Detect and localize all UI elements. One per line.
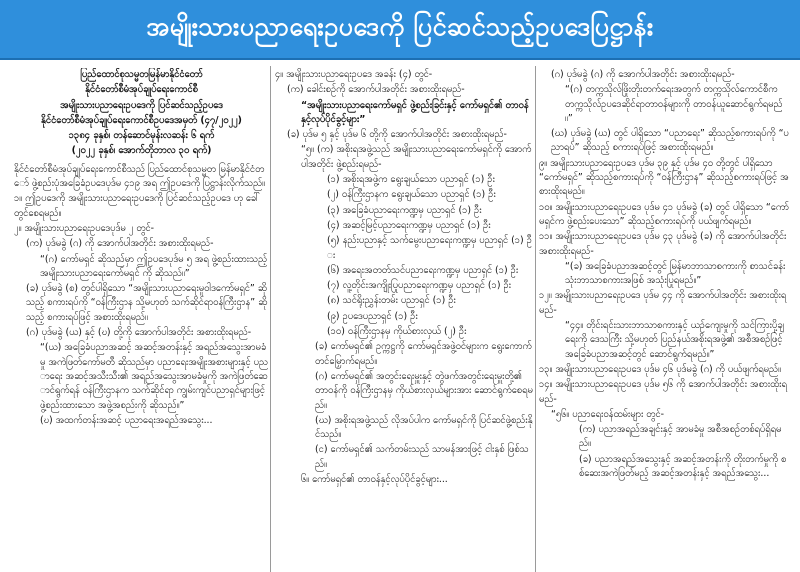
sub-clause: (ခ) ကော်မရှင်၏ ဥက္ကဋ္ဌကို ကော်မရှင်အဖွဲ့ဝင်များက ရွေးကောက်တင်မြှောက်ရမည်။	[315, 341, 532, 367]
law-header-line: ၁၃၈၄ ခုနှစ်၊ တန်ဆောင်မုန်းလဆန်း ၆ ရက်	[68, 130, 215, 142]
section-paragraph: ၁၃။ အမျိုးသားပညာရေးဥပဒေ ပုဒ်မ ၄၆ ပုဒ်မခွဲ (ဂ) ကို ပယ်ဖျက်ရမည်။	[539, 363, 781, 375]
member-item: (၂) ဝန်ကြီးဌာနက ရွေးချယ်သော ပညာရှင် (၁) ဦး	[327, 189, 496, 201]
clause-paragraph: (က) ခေါင်းစဉ်ကို အောက်ပါအတိုင်း အစားထိုးရမည်-	[287, 84, 465, 96]
quoted-clause: ၆။ ကော်မရှင်၏ တာဝန်နှင့်လုပ်ပိုင်ခွင့်များ...	[301, 474, 448, 486]
headline-title: အမျိုးသားပညာရေးဥပဒေကို ပြင်ဆင်သည့်ဥပဒေပြဋ္ဌာန်း	[146, 11, 654, 41]
law-header-line: အမျိုးသားပညာရေးဥပဒေကို ပြင်ဆင်သည့်ဥပဒေ	[60, 99, 223, 111]
member-item: (၅) နည်းပညာနှင့် သက်မွေးပညာရေးကဏ္ဍမှ ပညာရှင် (၁) ဦး	[327, 235, 532, 261]
member-item: (၇) လူ့တိုင်းအကျိုးပြုပညာရေးကဏ္ဍမှ ပညာရှင် (၁) ဦး	[327, 280, 512, 292]
column-divider	[535, 66, 536, 572]
quoted-clause: “(ဂ) တက္ကသိုလ်ဖြိုးတိုးတက်ရေးအတွက် တက္ကသိုလ်ကောင်စီက တက္ကသိုလ်ဥပဒေဆိုင်ရာတာဝန်များကို တာဝန်ယူဆောင်ရွက်ရမည်။”	[565, 84, 783, 124]
column-divider	[270, 66, 271, 572]
clause-paragraph: (ဂ) ပုဒ်မခွဲ (ယ) နှင့် (ဎ) တို့ကို အောက်ပါအတိုင်း အစားထိုးရမည်-	[26, 327, 252, 339]
quoted-clause: “(ဂ) ကော်မရှင် ဆိုသည်မှာ ဤဥပဒေပုဒ်မ ၅ အရ ဖွဲ့စည်းထားသည့် အမျိုးသားပညာရေးကော်မရှင် ကို ဆိုသည်။”	[40, 253, 268, 279]
law-header-line: နိုင်ငံတော်စီမံအုပ်ချုပ်ရေးကောင်စီဥပဒေအမှတ် (၄၇/၂၀၂၂)	[41, 114, 242, 126]
column-3	[539, 68, 789, 572]
column-1	[14, 68, 269, 572]
member-item: (၃) အခြေခံပညာရေးကဏ္ဍမှ ပညာရှင် (၁) ဦး	[327, 204, 482, 216]
quoted-clause: “(ယ) အခြေခံပညာအဆင့် အဆင့်အတန်းနှင့် အရည်အသွေးအာမခံမှု အကဲဖြတ်ကော်မတီ ဆိုသည်မှာ ပညာရေးအမျိုးအစားများနှင့် ပညာရေး အဆင့်အသီးသီး၏ အရည်အသွေးအာမခံမှုကို အကဲဖြတ်ဆောင်ရွက်ရန် ဝန်ကြီးဌာနက သက်ဆိုင်ရာ ကျွမ်းကျင်ပညာရှင်များဖြင့် ဖွဲ့စည်းထားသော အဖွဲ့အစည်းကို ဆိုသည်။”	[40, 342, 269, 411]
clause-paragraph: (ဂ) ပုဒ်မခွဲ (ဂ) ကို အောက်ပါအတိုင်း အစားထိုးရမည်-	[551, 69, 735, 80]
sub-clause: (က) ပညာအရည်အချင်းနှင့် အာမခံမှု အစီအစဉ်တစ်ရပ်ရှိရမည်။	[579, 424, 782, 450]
sub-clause: (ခ) ပညာအရည်အသွေးနှင့် အဆင့်အတန်းကို တိုးတက်မှုကို စစ်ဆေးအကဲဖြတ်မည့် အဆင့်အတန်းနှင့် အရည်အသွေး...	[579, 453, 787, 480]
member-item: (၄) အဆင့်မြင့်ပညာရေးကဏ္ဍမှ ပညာရှင် (၁) ဦး	[327, 219, 491, 231]
quoted-clause: “၅၆။ ပညာရေးဝန်ထမ်းများ တွင်-	[551, 408, 665, 420]
quoted-clause: “၄၄။ တိုင်းရင်းသားဘာသာစကားနှင့် ယဉ်ကျေးမှုကို သင်ကြားပို့ချရေးကို ဒေသကြီး သို့မဟုတ် ပြည်နယ်အစိုးရအဖွဲ့၏ အစီအစဉ်ဖြင့် အခြေခံပညာအဆင့်တွင် ဆောင်ရွက်ရမည်။”	[565, 320, 784, 360]
law-header-line: (၂၀၂၂ ခုနှစ်၊ အောက်တိုဘာလ ၃၀ ရက်)	[71, 145, 212, 157]
quoted-clause: “၅။ (က) အစိုးရအဖွဲ့သည် အမျိုးသားပညာရေးကော်မရှင်ကို အောက်ပါအတိုင်း ဖွဲ့စည်းရမည်-	[301, 144, 532, 170]
clause-paragraph: (ခ) ပုဒ်မခွဲ (စ) တွင်ပါရှိသော “အမျိုးသားပညာရေးမူဝါဒကော်မရှင်” ဆိုသည့် စကားရပ်ကို “ဝန်ကြီးဌာန သို့မဟုတ် သက်ဆိုင်ရာဝန်ကြီးဌာန” ဆိုသည့် စကားရပ်ဖြင့် အစားထိုးရမည်။	[26, 283, 268, 323]
section-paragraph: ၁၀။ အမျိုးသားပညာရေးဥပဒေ ပုဒ်မ ၄၁ ပုဒ်မခွဲ (ခ) တွင် ပါရှိသော “ကော်မရှင်က ဖွဲ့စည်းပေးသော” ဆိုသည့်စကားရပ်ကို ပယ်ဖျက်ရမည်။	[539, 201, 789, 227]
section-paragraph: ၉။ အမျိုးသားပညာရေးဥပဒေ ပုဒ်မ ၃၉ နှင့် ပုဒ်မ ၄၀ တို့တွင် ပါရှိသော “ကော်မရှင်” ဆိုသည့်စကားရပ်ကို “ဝန်ကြီးဌာန” ဆိုသည့်စကားရပ်ဖြင့် အစားထိုးရမည်။	[539, 157, 789, 198]
quoted-heading: “အမျိုးသားပညာရေးကော်မရှင် ဖွဲ့စည်းခြင်းနှင့် ကော်မရှင်၏ တာဝန်နှင့်လုပ်ပိုင်ခွင့်များ”	[301, 99, 529, 125]
law-header-line: နိုင်ငံတော်စီမံအုပ်ချုပ်ရေးကောင်စီ	[85, 84, 198, 96]
member-item: (၉) ဥပဒေပညာရှင် (၁) ဦး	[327, 310, 418, 322]
headline-banner	[0, 0, 800, 60]
clause-paragraph: (ခ) ပုဒ်မ ၅ နှင့် ပုဒ်မ ၆ တို့ကို အောက်ပါအတိုင်း အစားထိုးရမည်-	[287, 129, 507, 141]
section-paragraph: ၂။ အမျိုးသားပညာရေးဥပဒေပုဒ်မ ၂ တွင်-	[14, 222, 155, 234]
clause-paragraph: (က) ပုဒ်မခွဲ (ဂ) ကို အောက်ပါအတိုင်း အစားထိုးရမည်-	[26, 238, 214, 250]
section-paragraph: ၁၁။ အမျိုးသားပညာရေးဥပဒေ ပုဒ်မ ၄၃ ပုဒ်မခွဲ (ခ) ကို အောက်ပါအတိုင်း အစားထိုးရမည်-	[539, 231, 787, 257]
section-paragraph: ၁၂။ အမျိုးသားပညာရေးဥပဒေ ပုဒ်မ ၄၄ ကို အောက်ပါအတိုင်း အစားထိုးရမည်-	[539, 290, 787, 316]
law-header-line: ပြည်ထောင်စုသမ္မတမြန်မာနိုင်ငံတော်	[80, 69, 203, 80]
member-item: (၆) အရေးအတတ်သင်ပညာရေးကဏ္ဍမှ ပညာရှင် (၁) ဦး	[327, 264, 519, 276]
preamble-paragraph: နိုင်ငံတော်စီမံအုပ်ချုပ်ရေးကောင်စီသည် ပြည်ထောင်စုသမ္မတ မြန်မာနိုင်ငံတော် ဖွဲ့စည်းပုံအခြေခံဥပဒေပုဒ်မ ၄၁၉ အရ ဤဥပဒေကို ပြဋ္ဌာန်းလိုက်သည်။	[14, 163, 265, 190]
section-paragraph: ၁၄။ အမျိုးသားပညာရေးဥပဒေ ပုဒ်မ ၅၆ ကို အောက်ပါအတိုင်း အစားထိုးရမည်-	[539, 379, 787, 405]
quoted-clause: (ဎ) အထက်တန်းအဆင့် ပညာရေးအရည်အသွေး...	[40, 414, 213, 426]
article-body	[0, 60, 800, 572]
quoted-clause: “(ခ) အခြေခံပညာအဆင့်တွင် မြန်မာဘာသာစကားကို စာသင်ခန်းသုံးဘာသာစကားအဖြစ် အသုံးပြုရမည်။”	[565, 260, 786, 287]
section-paragraph: ၁။ ဤဥပဒေကို အမျိုးသားပညာရေးဥပဒေကို ပြင်ဆင်သည့်ဥပဒေ ဟု ခေါ်တွင်စေရမည်။	[14, 193, 261, 219]
sub-clause: (ဂ) ကော်မရှင်၏ အတွင်းရေးမှူးနှင့် တွဲဖက်အတွင်းရေးမှူးတို့၏ တာဝန်ကို ဝန်ကြီးဌာနမှ ကိုယ်စားလှယ်များအား ဆောင်ရွက်စေရမည်။	[315, 370, 533, 411]
clause-paragraph: (ဃ) ပုဒ်မခွဲ (ဃ) တွင် ပါရှိသော “ပညာရေး” ဆိုသည့်စကားရပ်ကို “ပညာရပ်” ဆိုသည့် စကားရပ်ဖြင့် အစားထိုးရမည်။	[551, 128, 789, 154]
member-item: (၈) သင်ရိုးညွှန်းတမ်း ပညာရှင် (၁) ဦး	[327, 295, 456, 307]
member-item: (၁) အစိုးရအဖွဲ့က ရွေးချယ်သော ပညာရှင် (၁) ဦး	[327, 174, 495, 186]
section-paragraph: ၄။ အမျိုးသားပညာရေးဥပဒေ အခန်း (၄) တွင်-	[275, 69, 433, 80]
sub-clause: (င) ကော်မရှင်၏ သက်တမ်းသည် သာမန်အားဖြင့် ငါးနှစ် ဖြစ်သည်။	[315, 444, 529, 470]
column-2	[275, 68, 533, 572]
member-item: (၁၀) ဝန်ကြီးဌာနမှ ကိုယ်စားလှယ် (၂) ဦး	[327, 326, 467, 338]
sub-clause: (ဃ) အစိုးရအဖွဲ့သည် လိုအပ်ပါက ကော်မရှင်ကို ပြင်ဆင်ဖွဲ့စည်းနိုင်သည်။	[315, 414, 533, 441]
